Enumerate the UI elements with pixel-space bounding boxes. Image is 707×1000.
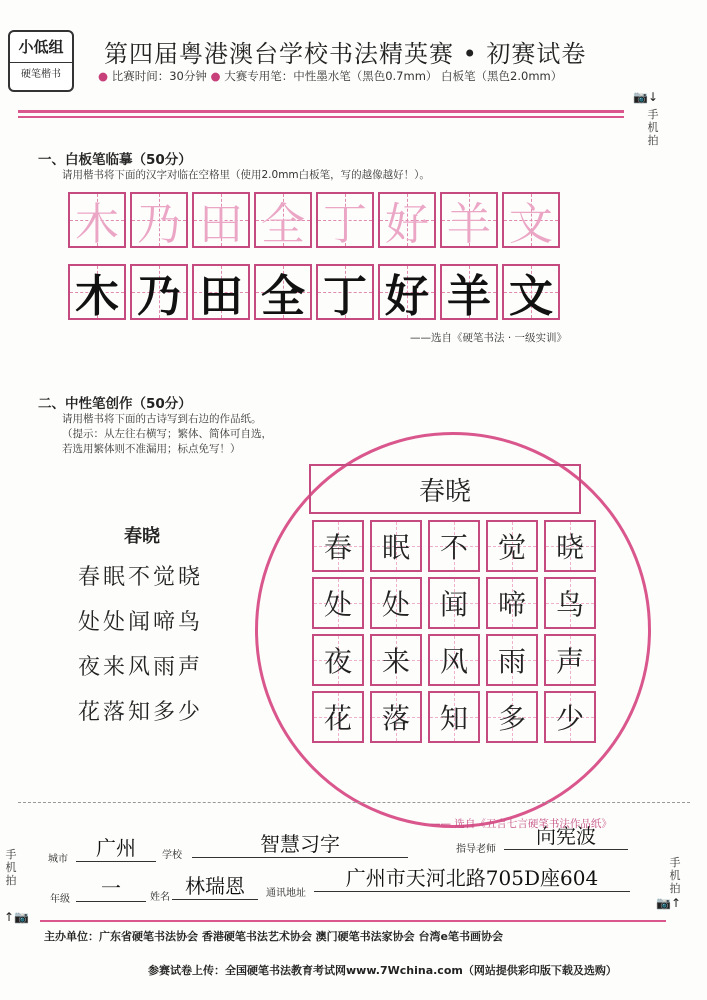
trace-cell [130, 192, 188, 248]
camera-icon: 📷↑ [656, 896, 681, 910]
section2-source: —— 选自《五言七言硬笔书法作品纸》 [430, 818, 612, 830]
written-cell [312, 520, 364, 572]
written-cell [428, 520, 480, 572]
model-cell [502, 264, 560, 320]
exam-time: 比赛时间：30分钟 [111, 69, 207, 83]
written-char: 声 [555, 645, 584, 678]
written-char: 闻 [439, 588, 468, 621]
trace-char: 全 [261, 199, 305, 250]
instruction-line: 若选用繁体则不准漏用；标点免写！） [62, 443, 241, 455]
grade-field[interactable]: 一 [76, 872, 146, 902]
school-label: 学校 [162, 850, 182, 861]
written-cell [370, 520, 422, 572]
section1-instruction: 请用楷书将下面的汉字对临在空格里（使用2.0mm白板笔，写的越像越好！）。 [62, 169, 430, 181]
teacher-field[interactable]: 向宪波 [504, 820, 628, 850]
model-char: 丁 [323, 271, 367, 322]
poem-line: 花落知多少 [78, 700, 204, 725]
written-row [312, 577, 602, 629]
trace-char: 丁 [323, 199, 367, 250]
model-char: 田 [199, 271, 243, 322]
section2-title: 二、中性笔创作（50分） [38, 396, 192, 412]
model-char: 全 [261, 271, 305, 322]
instruction-line: 请用楷书将下面的古诗写到右边的作品纸。 [62, 413, 262, 425]
trace-char: 木 [75, 199, 119, 250]
name-label: 姓名 [150, 892, 170, 903]
trace-char: 乃 [137, 199, 181, 250]
trace-cell [254, 192, 312, 248]
model-cell [316, 264, 374, 320]
school-field[interactable]: 智慧习字 [192, 828, 408, 858]
phone-label-left: 手机拍 [5, 848, 17, 887]
trace-char: 田 [199, 199, 243, 250]
written-cell [370, 634, 422, 686]
model-char: 乃 [137, 271, 181, 322]
written-char: 知 [439, 702, 468, 735]
instruction-line: （提示：从左往右横写；繁体、简体可自选， [62, 428, 272, 440]
written-char: 夜 [323, 645, 352, 678]
trace-char: 文 [509, 199, 553, 250]
written-cell [312, 577, 364, 629]
city-field[interactable]: 广州 [76, 832, 156, 862]
written-cell [370, 577, 422, 629]
poem-title: 春晓 [124, 526, 160, 547]
upload-info: 参赛试卷上传：全国硬笔书法教育考试网www.7Wchina.com（网站提供彩印版下载及选购） [148, 964, 617, 977]
written-cell [486, 520, 538, 572]
poem-text [78, 560, 203, 726]
model-char: 好 [385, 271, 429, 322]
model-cell [68, 264, 126, 320]
written-cell [312, 634, 364, 686]
trace-cell [68, 192, 126, 248]
written-cell [486, 577, 538, 629]
trace-char: 羊 [447, 199, 491, 250]
phone-label-right: 手机拍 [669, 856, 681, 895]
trace-cell [192, 192, 250, 248]
written-cell [428, 577, 480, 629]
trace-cell [378, 192, 436, 248]
model-row [68, 264, 564, 320]
address-field[interactable]: 广州市天河北路705D座604 [314, 862, 630, 892]
poem-line: 夜来风雨声 [78, 655, 204, 680]
model-char: 文 [509, 271, 553, 322]
poem-line: 春眠不觉晓 [78, 565, 204, 590]
name-field[interactable]: 林瑞恩 [172, 870, 258, 900]
header-rule [18, 110, 624, 113]
written-cell [486, 691, 538, 743]
written-cell [544, 577, 596, 629]
grade-label: 年级 [50, 894, 70, 905]
model-cell [440, 264, 498, 320]
teacher-label: 指导老师 [456, 844, 496, 855]
written-char: 雨 [497, 645, 526, 678]
camera-icon: ↑📷 [4, 910, 29, 924]
written-cell [428, 634, 480, 686]
section1-source: ——选自《硬笔书法 · 一级实训》 [410, 332, 568, 344]
written-char: 春 [323, 531, 352, 564]
written-cell [544, 634, 596, 686]
trace-row [68, 192, 564, 248]
written-char: 多 [497, 702, 526, 735]
written-char: 啼 [497, 588, 526, 621]
written-row [312, 691, 602, 743]
footer-rule [40, 920, 666, 922]
header-rule-thin [18, 116, 624, 118]
written-char: 风 [439, 645, 468, 678]
written-char: 处 [381, 588, 410, 621]
city-label: 城市 [48, 854, 68, 865]
bullet-icon: ● [98, 69, 109, 83]
exam-pens: 大赛专用笔：中性墨水笔（黑色0.7mm） 白板笔（黑色2.0mm） [224, 69, 563, 83]
model-cell [130, 264, 188, 320]
trace-cell [502, 192, 560, 248]
badge-group-label: 小低组 [18, 38, 64, 56]
written-cell [544, 691, 596, 743]
exam-info [98, 68, 562, 84]
address-label: 通讯地址 [266, 888, 306, 899]
bullet-icon: ● [210, 69, 221, 83]
written-char: 花 [323, 702, 352, 735]
written-title: 春晓 [418, 476, 471, 507]
model-cell [254, 264, 312, 320]
page-title: 第四届粤港澳台学校书法精英赛 • 初赛试卷 [104, 40, 587, 68]
section1-title: 一、白板笔临摹（50分） [38, 152, 192, 168]
written-cell [544, 520, 596, 572]
written-cell [428, 691, 480, 743]
section2-instruction [62, 412, 272, 457]
trace-cell [316, 192, 374, 248]
written-char: 觉 [497, 531, 526, 564]
written-title-box [309, 464, 581, 514]
poem-line: 处处闻啼鸟 [78, 610, 204, 635]
written-cell [370, 691, 422, 743]
written-char: 鸟 [555, 588, 584, 621]
model-cell [378, 264, 436, 320]
model-char: 木 [75, 271, 119, 322]
trace-char: 好 [385, 199, 429, 250]
written-cell [312, 691, 364, 743]
written-char: 处 [323, 588, 352, 621]
camera-icon: 📷↓ [633, 90, 658, 104]
written-char: 晓 [555, 531, 584, 564]
written-char: 眠 [381, 531, 410, 564]
written-cell [486, 634, 538, 686]
written-char: 来 [381, 645, 410, 678]
written-grid [312, 520, 602, 748]
trace-cell [440, 192, 498, 248]
written-char: 少 [555, 702, 584, 735]
model-cell [192, 264, 250, 320]
badge-style-label: 硬笔楷书 [10, 62, 72, 89]
model-char: 羊 [447, 271, 491, 322]
written-char: 不 [439, 531, 468, 564]
group-badge [8, 30, 74, 92]
written-row [312, 520, 602, 572]
written-row [312, 634, 602, 686]
organizers: 主办单位：广东省硬笔书法协会 香港硬笔书法艺术协会 澳门硬笔书法家协会 台湾e笔书画协会 [44, 930, 503, 943]
written-char: 落 [381, 702, 410, 735]
phone-label-top: 手机拍 [647, 108, 659, 147]
cut-line [18, 802, 690, 803]
